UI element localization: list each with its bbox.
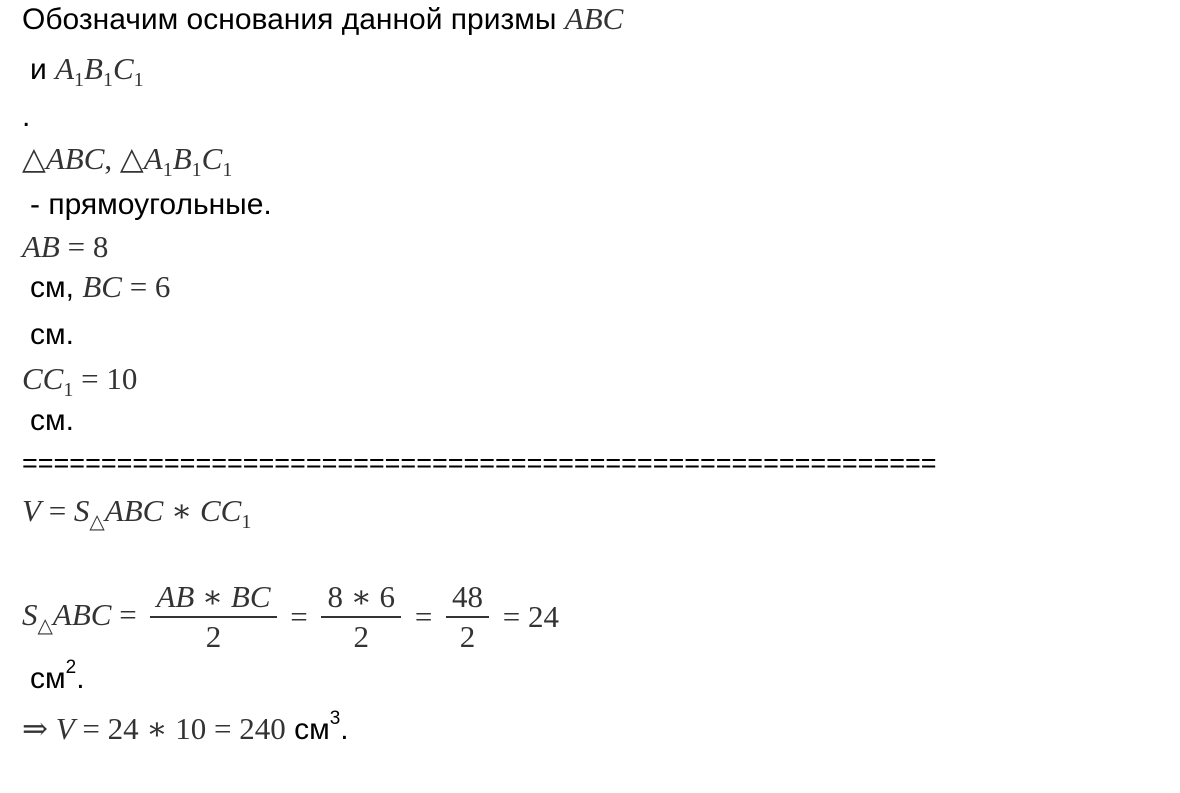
line-ab: [22, 230, 108, 265]
line-area: $S_\triangle ABC$ = $\frac{AB ∗ BC}{2}$ = $\frac{8 ∗ 6}{2}$ = $\frac{48}{2}$ = 24: [22, 579, 560, 654]
exponent-2: 2: [65, 657, 77, 678]
math-cc1-eq-10: $CC_1 = 10$: [22, 361, 138, 401]
line-volume-result: ⇒ V = 24 ∗ 10 = 240 $см^3$.: [22, 708, 349, 746]
unit-cm: см,: [30, 271, 74, 304]
and-text: и: [30, 53, 47, 86]
line-bc: [30, 270, 170, 305]
intro-text: Обозначим основания данной призмы: [22, 3, 557, 36]
line-volume-formula: [22, 494, 251, 532]
line-dot: [22, 100, 30, 134]
implies-icon: ⇒: [22, 711, 48, 746]
unit-cm: см.: [30, 318, 74, 351]
line-cm-2: [30, 404, 74, 438]
line-cc1: [22, 362, 137, 400]
line-cm: [30, 318, 74, 352]
exponent-3: 3: [329, 708, 341, 729]
area-result: 24: [528, 599, 560, 634]
triangle-icon: △: [37, 615, 53, 637]
right-angled-text: - прямоугольные.: [30, 188, 272, 221]
math-bc-eq-6: BC = 6: [82, 269, 171, 304]
line-right-angled: [30, 188, 272, 222]
math-abc: ABC: [564, 1, 624, 36]
line-triangles: [22, 142, 232, 180]
math-volume-formula: $V = S_\triangle ABC$ ∗ $CC_1$: [22, 493, 252, 533]
triangle-icon: △: [119, 141, 144, 176]
separator-line: ==========================================================: [22, 448, 937, 478]
triangle-icon: △: [22, 141, 46, 176]
unit-cm: см: [30, 662, 66, 695]
line-cm2: $см^2$.: [30, 657, 85, 695]
fraction-ab-bc-over-2: $\frac{AB ∗ BC}{2}$: [150, 578, 276, 656]
period: .: [22, 100, 31, 133]
triangle-icon: △: [89, 511, 105, 533]
math-area-lhs: $S_\triangle ABC$ =: [22, 597, 145, 637]
line-and-bases: [30, 52, 144, 90]
math-ab-eq-8: AB = 8: [22, 229, 109, 264]
unit-cm: см.: [30, 404, 74, 437]
fraction-48-over-2: $\frac{48}{2}$: [446, 578, 489, 656]
math-volume-result: ⇒ V = 24 ∗ 10 = 240: [22, 711, 286, 746]
fraction-8x6-over-2: $\frac{8 ∗ 6}{2}$: [321, 578, 401, 656]
math-a1b1c1: $A_1B_1C_1$: [55, 51, 144, 91]
line-intro: [22, 2, 623, 37]
math-triangles: △ABC, $\triangle A_1B_1C_1$: [22, 141, 233, 181]
unit-cm: см: [294, 713, 330, 746]
